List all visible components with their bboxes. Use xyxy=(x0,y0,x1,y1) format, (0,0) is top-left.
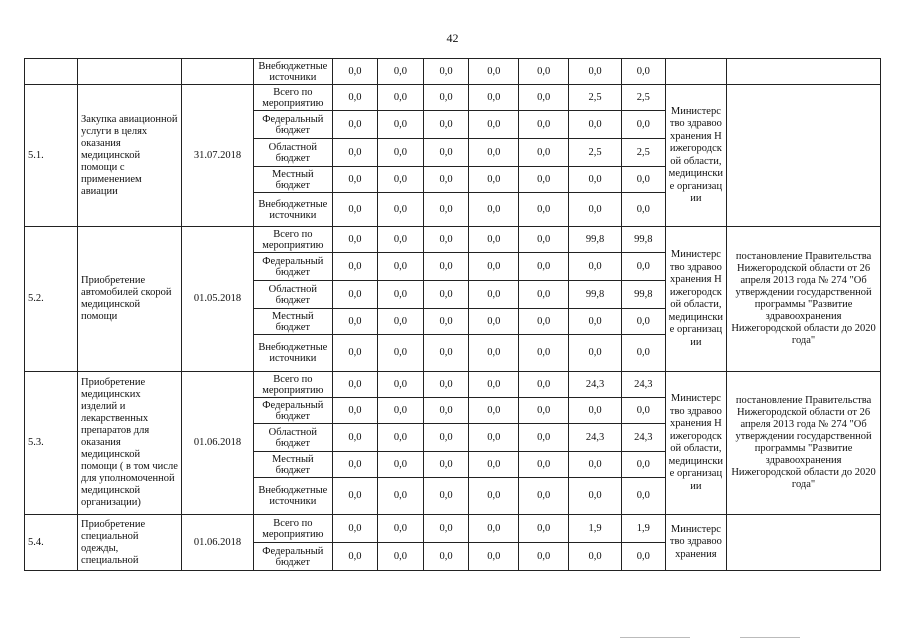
value-cell: 0,0 xyxy=(622,398,665,424)
value-cell: 0,0 xyxy=(469,59,519,85)
value-cell: 0,0 xyxy=(622,193,665,227)
value-cell: 0,0 xyxy=(622,478,665,515)
value-cell: 0,0 xyxy=(519,372,569,398)
funding-table xyxy=(24,58,881,571)
funding-source: Областной бюджет xyxy=(254,424,332,452)
value-cell: 0,0 xyxy=(469,227,519,253)
item-document: постановление Правительства Нижегородской области от 26 апреля 2013 года № 274 "Об утверждении государственной программы "Развитие здравоохранения Нижегородской области до 2020 года" xyxy=(727,372,881,515)
table-row xyxy=(25,372,881,398)
funding-source: Областной бюджет xyxy=(254,139,332,167)
value-cell: 0,0 xyxy=(469,543,519,571)
value-cell: 0,0 xyxy=(332,227,378,253)
value-cell: 0,0 xyxy=(423,424,469,452)
item-number: 5.4. xyxy=(25,515,78,571)
funding-source: Всего по мероприятию xyxy=(254,227,332,253)
value-cell: 0,0 xyxy=(378,452,424,478)
value-cell: 0,0 xyxy=(378,309,424,335)
value-cell: 0,0 xyxy=(423,452,469,478)
scan-artifact xyxy=(740,637,800,638)
value-cell: 0,0 xyxy=(569,309,622,335)
value-cell: 0,0 xyxy=(332,335,378,372)
value-cell: 0,0 xyxy=(519,167,569,193)
value-cell: 24,3 xyxy=(622,372,665,398)
value-cell: 0,0 xyxy=(378,478,424,515)
value-cell: 0,0 xyxy=(423,59,469,85)
value-cell: 0,0 xyxy=(519,398,569,424)
value-cell: 0,0 xyxy=(423,372,469,398)
item-name: Приобретение специальной одежды, специальной xyxy=(78,515,182,571)
value-cell: 0,0 xyxy=(622,452,665,478)
value-cell: 0,0 xyxy=(332,167,378,193)
funding-source: Федеральный бюджет xyxy=(254,111,332,139)
item-number: 5.2. xyxy=(25,227,78,372)
value-cell: 24,3 xyxy=(569,372,622,398)
value-cell: 0,0 xyxy=(423,335,469,372)
value-cell: 0,0 xyxy=(519,452,569,478)
value-cell: 0,0 xyxy=(423,193,469,227)
page-number: 42 xyxy=(446,31,459,45)
value-cell: 0,0 xyxy=(332,478,378,515)
value-cell: 0,0 xyxy=(378,253,424,281)
table-cell xyxy=(78,59,182,85)
value-cell: 0,0 xyxy=(519,111,569,139)
value-cell: 0,0 xyxy=(622,253,665,281)
item-date: 01.06.2018 xyxy=(181,372,253,515)
value-cell: 0,0 xyxy=(423,515,469,543)
value-cell: 2,5 xyxy=(622,85,665,111)
funding-source: Всего по мероприятию xyxy=(254,515,332,543)
value-cell: 0,0 xyxy=(378,281,424,309)
value-cell: 0,0 xyxy=(622,309,665,335)
item-name: Приобретение автомобилей скорой медицинской помощи xyxy=(78,227,182,372)
value-cell: 0,0 xyxy=(469,335,519,372)
value-cell: 0,0 xyxy=(332,515,378,543)
value-cell: 0,0 xyxy=(332,372,378,398)
value-cell: 0,0 xyxy=(569,193,622,227)
funding-source: Внебюджетные источники xyxy=(254,193,332,227)
table-cell xyxy=(727,59,881,85)
value-cell: 0,0 xyxy=(423,281,469,309)
item-name: Закупка авиационной услуги в целях оказания медицинской помощи с применением авиации xyxy=(78,85,182,227)
value-cell: 0,0 xyxy=(378,59,424,85)
value-cell: 0,0 xyxy=(332,85,378,111)
value-cell: 0,0 xyxy=(569,59,622,85)
value-cell: 0,0 xyxy=(378,227,424,253)
value-cell: 0,0 xyxy=(469,281,519,309)
value-cell: 0,0 xyxy=(569,478,622,515)
item-number: 5.3. xyxy=(25,372,78,515)
item-document xyxy=(727,85,881,227)
value-cell: 0,0 xyxy=(622,167,665,193)
value-cell: 0,0 xyxy=(569,253,622,281)
item-name: Приобретение медицинских изделий и лекарственных препаратов для оказания медицинской помощи ( в том числе для уполномоченной медицинской организации) xyxy=(78,372,182,515)
value-cell: 2,5 xyxy=(569,85,622,111)
value-cell: 0,0 xyxy=(469,111,519,139)
value-cell: 0,0 xyxy=(622,543,665,571)
value-cell: 0,0 xyxy=(469,515,519,543)
item-number: 5.1. xyxy=(25,85,78,227)
value-cell: 1,9 xyxy=(622,515,665,543)
funding-source: Федеральный бюджет xyxy=(254,398,332,424)
value-cell: 0,0 xyxy=(569,335,622,372)
value-cell: 2,5 xyxy=(569,139,622,167)
value-cell: 0,0 xyxy=(469,85,519,111)
value-cell: 0,0 xyxy=(469,167,519,193)
value-cell: 0,0 xyxy=(519,309,569,335)
value-cell: 0,0 xyxy=(378,139,424,167)
value-cell: 0,0 xyxy=(519,543,569,571)
table-cell xyxy=(665,59,727,85)
value-cell: 0,0 xyxy=(332,59,378,85)
value-cell: 0,0 xyxy=(569,167,622,193)
value-cell: 0,0 xyxy=(423,85,469,111)
value-cell: 0,0 xyxy=(423,543,469,571)
value-cell: 0,0 xyxy=(519,85,569,111)
funding-source: Внебюджетные источники xyxy=(254,478,332,515)
value-cell: 0,0 xyxy=(332,424,378,452)
value-cell: 24,3 xyxy=(569,424,622,452)
value-cell: 0,0 xyxy=(622,335,665,372)
table-row xyxy=(25,85,881,111)
value-cell: 0,0 xyxy=(519,515,569,543)
funding-source: Федеральный бюджет xyxy=(254,543,332,571)
item-executor: Министерство здравоохранения Нижегородской области, медицинские организации xyxy=(665,227,727,372)
value-cell: 99,8 xyxy=(569,281,622,309)
value-cell: 0,0 xyxy=(423,227,469,253)
value-cell: 0,0 xyxy=(519,281,569,309)
value-cell: 99,8 xyxy=(622,227,665,253)
funding-source: Местный бюджет xyxy=(254,167,332,193)
value-cell: 24,3 xyxy=(622,424,665,452)
value-cell: 0,0 xyxy=(332,111,378,139)
value-cell: 0,0 xyxy=(519,227,569,253)
value-cell: 0,0 xyxy=(622,59,665,85)
value-cell: 0,0 xyxy=(469,309,519,335)
value-cell: 0,0 xyxy=(519,59,569,85)
value-cell: 0,0 xyxy=(332,281,378,309)
value-cell: 0,0 xyxy=(469,139,519,167)
value-cell: 0,0 xyxy=(423,167,469,193)
value-cell: 0,0 xyxy=(378,111,424,139)
value-cell: 99,8 xyxy=(622,281,665,309)
item-date: 01.06.2018 xyxy=(181,515,253,571)
table-row xyxy=(25,515,881,543)
value-cell: 0,0 xyxy=(378,85,424,111)
value-cell: 0,0 xyxy=(378,398,424,424)
value-cell: 0,0 xyxy=(569,398,622,424)
value-cell: 0,0 xyxy=(423,478,469,515)
funding-source: Местный бюджет xyxy=(254,309,332,335)
value-cell: 0,0 xyxy=(519,253,569,281)
value-cell: 0,0 xyxy=(569,543,622,571)
value-cell: 0,0 xyxy=(519,193,569,227)
value-cell: 0,0 xyxy=(332,253,378,281)
value-cell: 0,0 xyxy=(332,398,378,424)
value-cell: 0,0 xyxy=(469,452,519,478)
funding-source: Внебюджетные источники xyxy=(254,59,332,85)
value-cell: 0,0 xyxy=(332,193,378,227)
value-cell: 0,0 xyxy=(469,478,519,515)
value-cell: 0,0 xyxy=(469,372,519,398)
value-cell: 99,8 xyxy=(569,227,622,253)
value-cell: 0,0 xyxy=(622,111,665,139)
value-cell: 0,0 xyxy=(378,167,424,193)
value-cell: 0,0 xyxy=(469,253,519,281)
value-cell: 0,0 xyxy=(332,309,378,335)
funding-source: Областной бюджет xyxy=(254,281,332,309)
value-cell: 0,0 xyxy=(569,452,622,478)
value-cell: 1,9 xyxy=(569,515,622,543)
value-cell: 0,0 xyxy=(332,452,378,478)
item-executor: Министерство здравоохранения xyxy=(665,515,727,571)
value-cell: 0,0 xyxy=(469,424,519,452)
value-cell: 0,0 xyxy=(469,398,519,424)
value-cell: 0,0 xyxy=(423,309,469,335)
funding-source: Местный бюджет xyxy=(254,452,332,478)
funding-source: Федеральный бюджет xyxy=(254,253,332,281)
value-cell: 0,0 xyxy=(423,111,469,139)
value-cell: 0,0 xyxy=(423,253,469,281)
value-cell: 0,0 xyxy=(469,193,519,227)
value-cell: 0,0 xyxy=(378,543,424,571)
table-row xyxy=(25,59,881,85)
value-cell: 0,0 xyxy=(378,193,424,227)
value-cell: 0,0 xyxy=(378,335,424,372)
value-cell: 0,0 xyxy=(569,111,622,139)
funding-source: Всего по мероприятию xyxy=(254,85,332,111)
item-executor: Министерство здравоохранения Нижегородской области, медицинские организации xyxy=(665,85,727,227)
funding-source: Внебюджетные источники xyxy=(254,335,332,372)
table-row xyxy=(25,227,881,253)
value-cell: 0,0 xyxy=(519,139,569,167)
value-cell: 0,0 xyxy=(332,543,378,571)
value-cell: 0,0 xyxy=(378,424,424,452)
value-cell: 0,0 xyxy=(519,424,569,452)
item-document xyxy=(727,515,881,571)
value-cell: 0,0 xyxy=(519,478,569,515)
scan-artifact xyxy=(620,637,690,638)
table-cell xyxy=(181,59,253,85)
item-document: постановление Правительства Нижегородской области от 26 апреля 2013 года № 274 "Об утверждении государственной программы "Развитие здравоохранения Нижегородской области до 2020 года" xyxy=(727,227,881,372)
value-cell: 0,0 xyxy=(378,372,424,398)
table-cell xyxy=(25,59,78,85)
value-cell: 0,0 xyxy=(519,335,569,372)
value-cell: 2,5 xyxy=(622,139,665,167)
value-cell: 0,0 xyxy=(332,139,378,167)
item-date: 31.07.2018 xyxy=(181,85,253,227)
item-executor: Министерство здравоохранения Нижегородской области, медицинские организации xyxy=(665,372,727,515)
value-cell: 0,0 xyxy=(423,139,469,167)
item-date: 01.05.2018 xyxy=(181,227,253,372)
value-cell: 0,0 xyxy=(423,398,469,424)
value-cell: 0,0 xyxy=(378,515,424,543)
funding-source: Всего по мероприятию xyxy=(254,372,332,398)
